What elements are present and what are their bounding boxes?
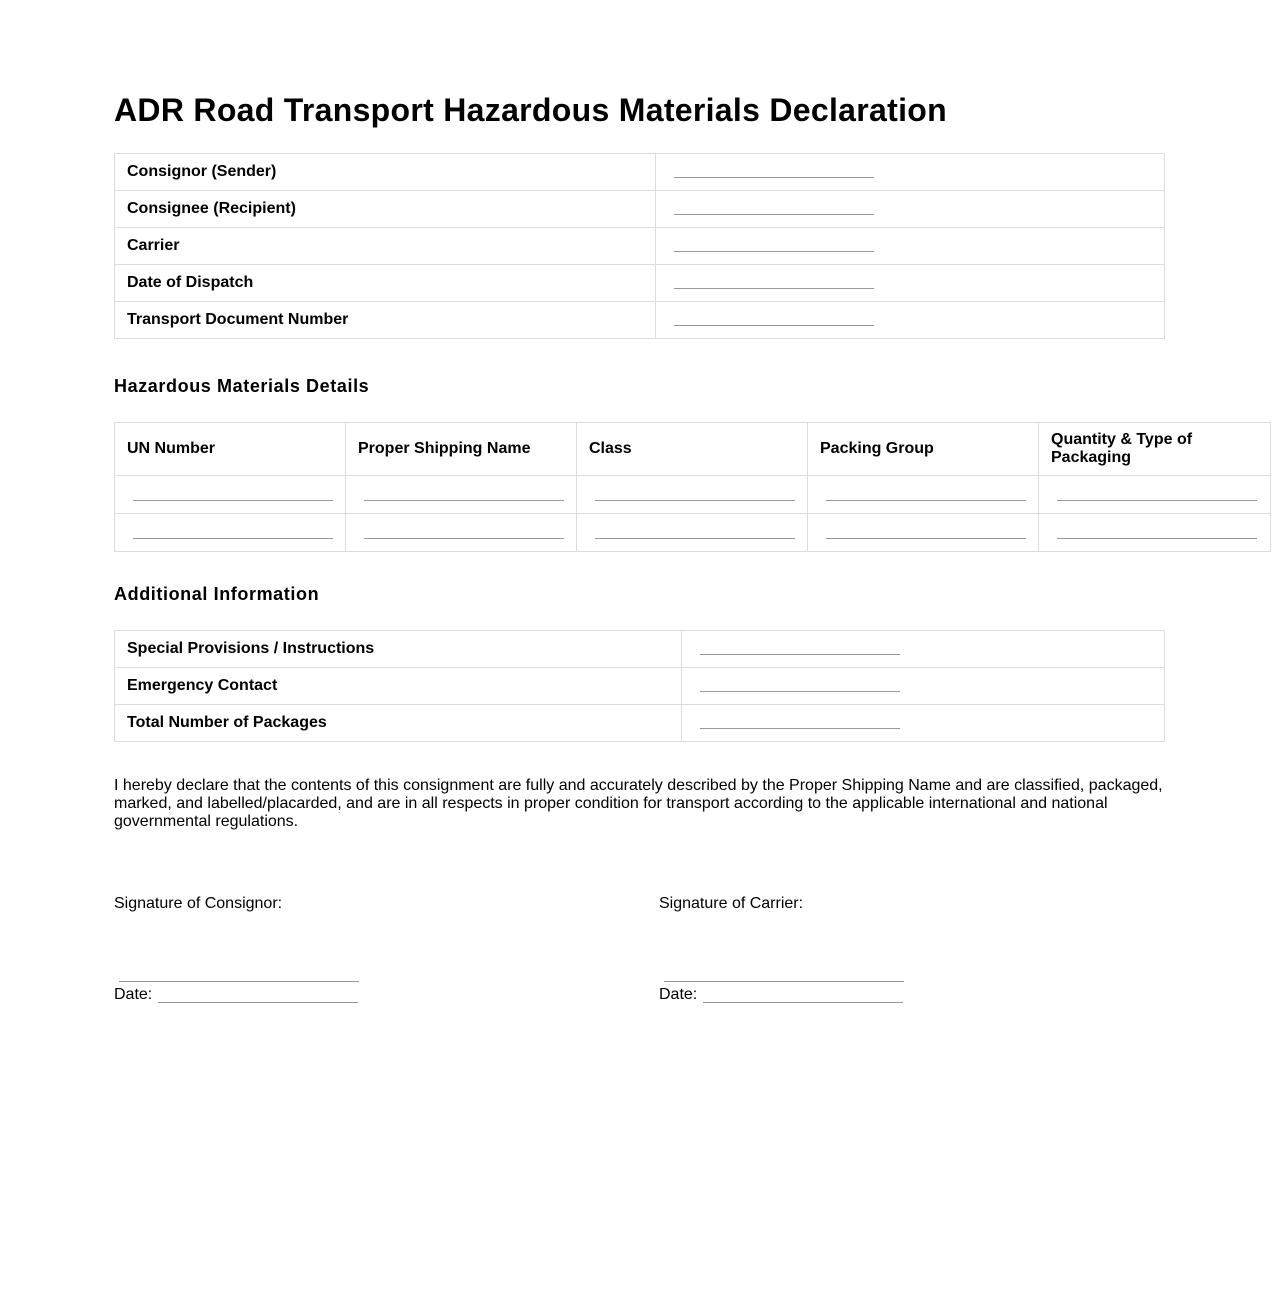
shipping-name-field[interactable] [364,538,564,539]
emergency-contact-field[interactable] [700,691,900,692]
column-header-class: Class [577,423,808,476]
dispatch-date-field[interactable] [674,288,874,289]
document-number-label: Transport Document Number [115,302,656,339]
table-cell [808,514,1039,552]
special-provisions-label: Special Provisions / Instructions [115,631,682,668]
table-cell [1039,476,1271,514]
consignor-label: Consignor (Sender) [115,154,656,191]
table-cell [577,476,808,514]
declaration-form [114,90,1278,130]
column-header-un-number: UN Number [115,423,346,476]
table-row [115,476,1271,514]
table-header-row [115,423,1271,476]
packing-group-field[interactable] [826,538,1026,539]
carrier-field[interactable] [674,251,874,252]
table-cell [115,514,346,552]
dispatch-date-label: Date of Dispatch [115,265,656,302]
consignee-field[interactable] [674,214,874,215]
class-field[interactable] [595,500,795,501]
document-number-cell [656,302,1165,339]
consignee-cell [656,191,1165,228]
class-field[interactable] [595,538,795,539]
document-number-field[interactable] [674,325,874,326]
quantity-field[interactable] [1057,538,1257,539]
packing-group-field[interactable] [826,500,1026,501]
consignor-field[interactable] [674,177,874,178]
shipping-name-field[interactable] [364,500,564,501]
table-row [115,514,1271,552]
column-header-quantity: Quantity & Type of Packaging [1039,423,1271,476]
table-cell [346,514,577,552]
table-cell [577,514,808,552]
dispatch-date-cell [656,265,1165,302]
page-title: ADR Road Transport Hazardous Materials Declaration [114,92,947,128]
consignor-date-row [114,986,358,1004]
emergency-contact-label: Emergency Contact [115,668,682,705]
table-cell [346,476,577,514]
carrier-date-label: Date: [659,986,698,1003]
table-row [115,302,1165,339]
carrier-signature-label: Signature of Carrier: [659,895,804,912]
table-row [115,705,1165,742]
total-packages-field[interactable] [700,728,900,729]
quantity-field[interactable] [1057,500,1257,501]
column-header-shipping-name: Proper Shipping Name [346,423,577,476]
hazardous-section-heading: Hazardous Materials Details [114,376,370,396]
table-row [115,228,1165,265]
carrier-date-field[interactable] [703,1002,903,1003]
consignor-signature-label: Signature of Consignor: [114,895,283,912]
special-provisions-field[interactable] [700,654,900,655]
table-cell [808,476,1039,514]
un-number-field[interactable] [133,500,333,501]
consignor-cell [656,154,1165,191]
consignor-signature-line[interactable] [119,981,359,982]
table-row [115,668,1165,705]
consignee-label: Consignee (Recipient) [115,191,656,228]
hazardous-materials-table [114,422,1271,552]
carrier-cell [656,228,1165,265]
carrier-label: Carrier [115,228,656,265]
consignor-date-label: Date: [114,986,153,1003]
carrier-signature-line[interactable] [664,981,904,982]
un-number-field[interactable] [133,538,333,539]
table-row [115,191,1165,228]
carrier-date-row [659,986,903,1004]
emergency-contact-cell [682,668,1165,705]
additional-section-heading: Additional Information [114,584,320,604]
table-row [115,631,1165,668]
parties-table [114,153,1165,339]
declaration-text: I hereby declare that the contents of this consignment are fully and accurately described by the Proper Shipping Name and are classified, packaged, marked, and labelled/placarded, and are in all respects in proper condition for transport according to the applicable international and national governmental regulations. [114,777,1163,830]
consignor-date-field[interactable] [158,1002,358,1003]
table-cell [1039,514,1271,552]
table-row [115,154,1165,191]
total-packages-cell [682,705,1165,742]
special-provisions-cell [682,631,1165,668]
table-cell [115,476,346,514]
column-header-packing-group: Packing Group [808,423,1039,476]
additional-info-table [114,630,1165,742]
table-row [115,265,1165,302]
total-packages-label: Total Number of Packages [115,705,682,742]
